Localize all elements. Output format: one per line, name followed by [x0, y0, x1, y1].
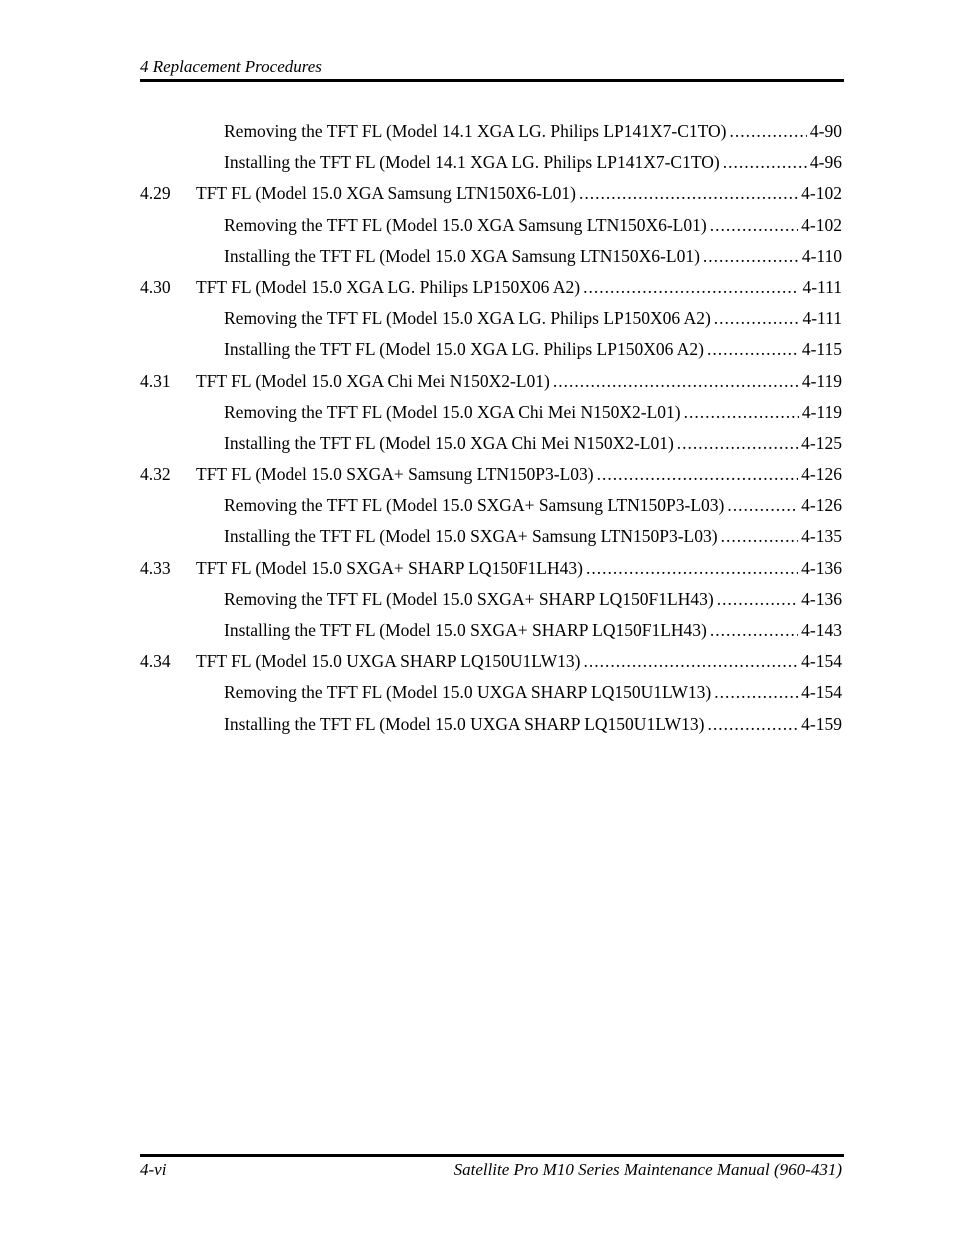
toc-title: Removing the TFT FL (Model 15.0 XGA LG. Philips LP150X06 A2) [224, 308, 711, 329]
toc-dot-leader [714, 303, 800, 334]
toc-title: Removing the TFT FL (Model 15.0 XGA Chi Mei N150X2-L01) [224, 401, 681, 422]
toc-dot-leader [717, 584, 798, 615]
toc-subentry [140, 615, 842, 646]
toc-dot-leader [707, 709, 798, 740]
toc-page-number: 4-126 [801, 495, 842, 516]
footer-manual-title: Satellite Pro M10 Series Maintenance Manual (960-431) [453, 1160, 842, 1179]
toc-title: Removing the TFT FL (Model 15.0 SXGA+ Samsung LTN150P3-L03) [224, 495, 725, 516]
toc-entry [140, 366, 842, 397]
toc-entry [140, 178, 842, 209]
footer-rule [140, 1154, 844, 1157]
toc-dot-leader [721, 521, 799, 552]
toc-subentry [140, 490, 842, 521]
toc-page-number: 4-143 [801, 620, 842, 640]
toc-dot-leader [579, 178, 798, 209]
toc-title: TFT FL (Model 15.0 XGA LG. Philips LP150X06 A2) [196, 276, 581, 297]
toc-dot-leader [583, 272, 799, 303]
toc-title: Installing the TFT FL (Model 14.1 XGA LG. Philips LP141X7-C1TO) [224, 152, 720, 173]
toc-section-number: 4.33 [140, 557, 171, 578]
toc-title: Installing the TFT FL (Model 15.0 XGA Chi Mei N150X2-L01) [224, 432, 674, 453]
toc-entry [140, 272, 842, 303]
toc-subentry [140, 521, 842, 552]
toc-page-number: 4-110 [801, 245, 842, 266]
toc-dot-leader [684, 397, 799, 428]
toc-title: Installing the TFT FL (Model 15.0 UXGA SHARP LQ150U1LW13) [224, 713, 705, 734]
toc-entry [140, 459, 842, 490]
toc-title: TFT FL (Model 15.0 SXGA+ SHARP LQ150F1LH43) [196, 557, 583, 578]
toc-dot-leader [723, 147, 807, 178]
toc-dot-leader [597, 459, 799, 490]
toc-title: Removing the TFT FL (Model 15.0 SXGA+ SHARP LQ150F1LH43) [224, 588, 714, 609]
toc-subentry [140, 116, 842, 147]
toc-dot-leader [710, 210, 798, 241]
toc-entry [140, 553, 842, 584]
toc-section-number: 4.31 [140, 370, 171, 391]
toc-subentry [140, 397, 842, 428]
header-rule [140, 79, 844, 82]
toc-dot-leader [703, 241, 799, 272]
toc-page-number: 4-119 [801, 370, 842, 391]
toc-title: TFT FL (Model 15.0 UXGA SHARP LQ150U1LW13) [196, 651, 581, 672]
toc-title: Removing the TFT FL (Model 15.0 UXGA SHARP LQ150U1LW13) [224, 682, 712, 703]
toc-title: TFT FL (Model 15.0 XGA Samsung LTN150X6-L01) [196, 183, 576, 204]
toc-subentry [140, 428, 842, 459]
toc-page-number: 4-102 [801, 183, 842, 204]
toc-dot-leader [714, 677, 798, 708]
toc-page-number: 4-115 [801, 339, 842, 360]
toc-title: TFT FL (Model 15.0 XGA Chi Mei N150X2-L01) [196, 370, 550, 391]
toc-section-number: 4.32 [140, 464, 171, 485]
toc-dot-leader [586, 553, 798, 584]
toc-subentry [140, 709, 842, 740]
toc-subentry [140, 584, 842, 615]
toc-subentry [140, 677, 842, 708]
toc-subentry [140, 147, 842, 178]
toc-title: Installing the TFT FL (Model 15.0 XGA LG. Philips LP150X06 A2) [224, 339, 704, 360]
toc-title: Installing the TFT FL (Model 15.0 SXGA+ SHARP LQ150F1LH43) [224, 620, 707, 640]
toc-page-number: 4-136 [801, 588, 842, 609]
table-of-contents [140, 116, 842, 740]
toc-page-number: 4-111 [802, 308, 842, 329]
toc-page-number: 4-96 [809, 152, 842, 173]
running-header: 4 Replacement Procedures [140, 57, 322, 76]
toc-page-number: 4-111 [802, 276, 842, 297]
toc-page-number: 4-135 [801, 526, 842, 547]
toc-section-number: 4.30 [140, 276, 171, 297]
toc-page-number: 4-136 [801, 557, 842, 578]
toc-subentry [140, 241, 842, 272]
toc-dot-leader [677, 428, 798, 459]
toc-page-number: 4-126 [801, 464, 842, 485]
toc-page-number: 4-125 [801, 432, 842, 453]
toc-page-number: 4-102 [801, 214, 842, 235]
toc-section-number: 4.34 [140, 651, 171, 672]
toc-subentry [140, 334, 842, 365]
toc-subentry [140, 303, 842, 334]
toc-dot-leader [727, 490, 798, 521]
toc-page-number: 4-154 [801, 682, 842, 703]
toc-page-number: 4-119 [801, 401, 842, 422]
toc-title: TFT FL (Model 15.0 SXGA+ Samsung LTN150P3-L03) [196, 464, 594, 485]
toc-subentry [140, 210, 842, 241]
toc-dot-leader [584, 646, 799, 677]
toc-title: Removing the TFT FL (Model 14.1 XGA LG. Philips LP141X7-C1TO) [224, 121, 727, 141]
toc-page-number: 4-90 [809, 121, 842, 141]
toc-section-number: 4.29 [140, 183, 171, 204]
toc-title: Removing the TFT FL (Model 15.0 XGA Samsung LTN150X6-L01) [224, 214, 707, 235]
toc-dot-leader [707, 334, 799, 365]
toc-dot-leader [553, 366, 799, 397]
toc-page-number: 4-154 [801, 651, 842, 672]
toc-entry [140, 646, 842, 677]
toc-title: Installing the TFT FL (Model 15.0 XGA Samsung LTN150X6-L01) [224, 245, 700, 266]
toc-page-number: 4-159 [801, 713, 842, 734]
toc-dot-leader [710, 615, 798, 646]
footer-page-number: 4-vi [140, 1160, 167, 1179]
toc-title: Installing the TFT FL (Model 15.0 SXGA+ Samsung LTN150P3-L03) [224, 526, 718, 547]
toc-dot-leader [730, 116, 807, 147]
